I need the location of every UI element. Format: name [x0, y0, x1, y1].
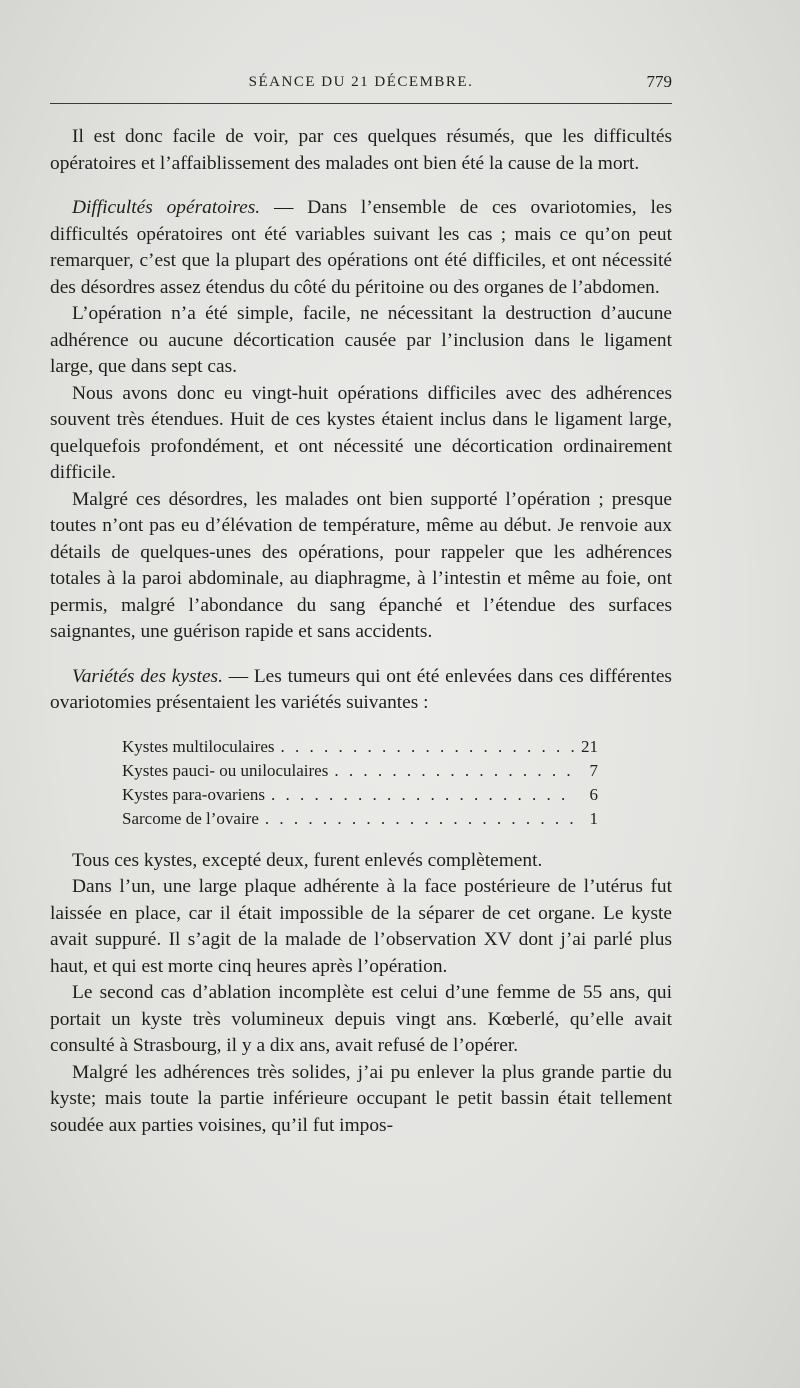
running-head: SÉANCE DU 21 DÉCEMBRE.: [248, 74, 474, 90]
row-count: 21: [581, 736, 598, 756]
table-row: [122, 759, 598, 783]
paragraph: Dans l’un, une large plaque adhérente à la face postérieure de l’utérus fut laissée en place, car il était impossible de la séparer de cet organe. Le kyste avait suppuré. Il s’agit de la malade de l’observation XV dont j’ai parlé plus haut, et qui est morte cinq heures après l’opération.: [50, 876, 672, 977]
row-count: 1: [589, 808, 598, 828]
paragraph: L’opération n’a été simple, facile, ne nécessitant la destruction d’aucune adhérence ou aucune décortication causée par l’inclusion dans le ligament large, que dans sept cas.: [50, 303, 672, 377]
paragraph: Tous ces kystes, excepté deux, furent enlevés complètement.: [72, 849, 543, 871]
table-row: [122, 783, 598, 807]
paragraph: Malgré les adhérences très solides, j’ai pu enlever la plus grande partie du kyste; mais toute la partie inférieure occupant le petit bassin était tellement soudée aux parties voisines, qu’il fut impos-: [50, 1061, 672, 1136]
row-label: Kystes para-ovariens: [122, 784, 266, 804]
section-title: Difficultés opératoires.: [72, 197, 261, 218]
paragraph-difficultes: [50, 195, 672, 301]
paragraph: Le second cas d’ablation incomplète est celui d’une femme de 55 ans, qui portait un kyste très volumineux depuis vingt ans. Kœberlé, qu’elle avait consulté à Strasbourg, il y a dix ans, avait refusé de l’opérer.: [50, 982, 672, 1056]
paragraph: Il est donc facile de voir, par ces quelques résumés, que les difficultés opératoires et l’affaiblissement des malades ont bien été la cause de la mort.: [50, 126, 672, 174]
dot-leader: [328, 759, 574, 783]
dot-leader: [275, 735, 574, 759]
paragraph: Nous avons donc eu vingt-huit opérations difficiles avec des adhérences souvent très étendues. Huit de ces kystes étaient inclus dans le ligament large, quelquefois profondément, et ont nécessité une décortication ordinairement difficile.: [50, 382, 672, 483]
row-label: Kystes pauci- ou uniloculaires: [122, 760, 329, 780]
page-number: 779: [646, 72, 672, 91]
header-rule: [50, 103, 672, 104]
dot-leader: [265, 783, 574, 807]
paragraph-text: — Les tumeurs qui ont été enlevées dans ces différentes ovariotomies présentaient les variétés suivantes :: [50, 665, 672, 713]
cyst-varieties-table: [50, 735, 672, 831]
row-count: 7: [589, 760, 598, 780]
table-row: [122, 735, 598, 759]
paragraph: Malgré ces désordres, les malades ont bien supporté l’opération ; presque toutes n’ont pas eu d’élévation de température, même au début. Je renvoie aux détails de quelques-unes des opérations, pour rappeler que les adhérences totales à la paroi abdominale, au diaphragme, à l’intestin et même au foie, ont permis, malgré l’abondance du sang épanché et l’étendue des surfaces saignantes, une guérison rapide et sans accidents.: [50, 488, 672, 642]
section-title: Variétés des kystes.: [72, 665, 223, 687]
row-label: Sarcome de l’ovaire: [122, 808, 259, 828]
body-text: [50, 124, 672, 1139]
paragraph-text: — Dans l’ensemble de ces ovariotomies, les difficultés opératoires ont été variables suivant les cas ; mais ce qu’on peut remarquer, c’est que la plupart des opérations ont été difficiles, et ont nécessité des désordres assez étendus du côté du péritoine ou des organes de l’abdomen.: [50, 197, 672, 298]
row-count: 6: [589, 784, 598, 804]
paragraph-varietes: [50, 664, 672, 717]
dot-leader: [259, 807, 574, 831]
table-row: [122, 807, 598, 831]
row-label: Kystes multiloculaires: [122, 736, 275, 756]
page-header: [50, 74, 672, 98]
